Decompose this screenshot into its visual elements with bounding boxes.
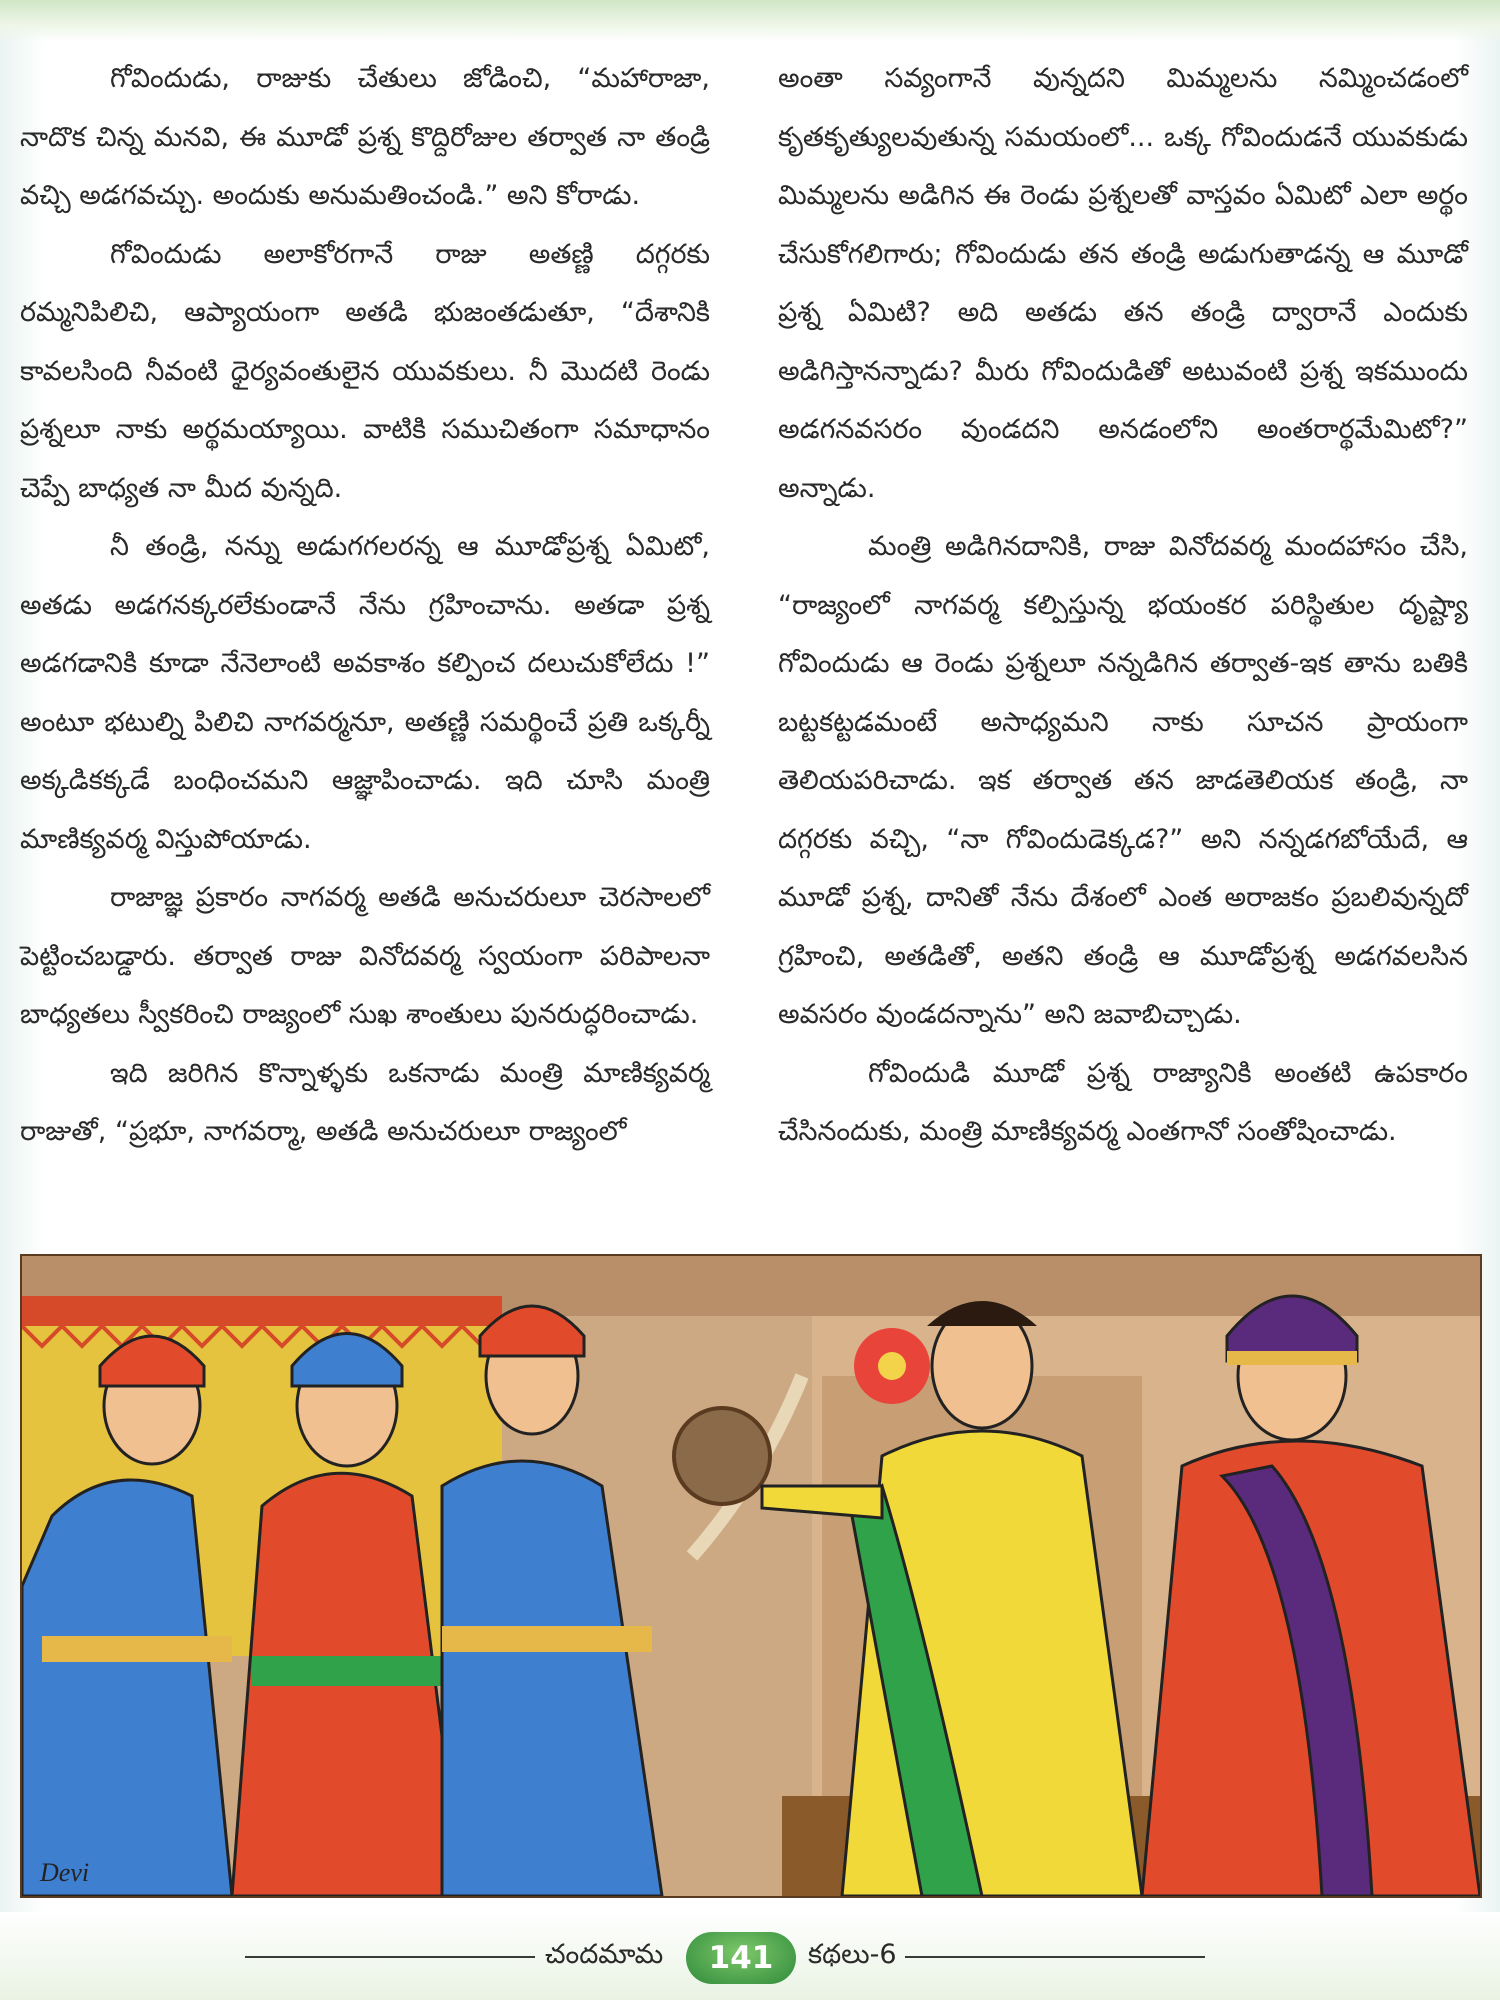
footer-rule-left	[245, 1956, 535, 1958]
paragraph: గోవిందుడు, రాజుకు చేతులు జోడించి, “మహారాజా, నాదొక చిన్న మనవి, ఈ మూడో ప్రశ్న కొద్దిరోజుల తర్వాత నా తండ్రి వచ్చి అడగవచ్చు. అందుకు అనుమతించండి.” అని కోరాడు.	[20, 63, 710, 211]
right-text-column	[778, 50, 1468, 1162]
shield-icon	[674, 1408, 770, 1504]
paragraph: మంత్రి అడిగినదానికి, రాజు వినోదవర్మ మందహాసం చేసి, “రాజ్యంలో నాగవర్మ కల్పిస్తున్న భయంకర పరిస్థితుల దృష్ట్యా గోవిందుడు ఆ రెండు ప్రశ్నలూ నన్నడిగిన తర్వాత-ఇక తాను బతికి బట్టకట్టడమంటే అసాధ్యమని నాకు సూచన ప్రాయంగా తెలియపరిచాడు. ఇక తర్వాత తన జాడతెలియక తండ్రి, నా దగ్గరకు వచ్చి, “నా గోవిందుడెక్కడ?” అని నన్నడగబోయేదే, ఆ మూడో ప్రశ్న, దానితో నేను దేశంలో ఎంత అరాజకం ప్రబలివున్నదో గ్రహించి, అతడితో, అతని తండ్రి ఆ మూడోప్రశ్న అడగవలసిన అవసరం వుండదన్నాను” అని జవాబిచ్చాడు.	[778, 531, 1468, 1030]
left-text-column	[20, 50, 710, 1162]
page-number-badge: 141	[686, 1932, 796, 1984]
section-name: కథలు-6	[808, 1939, 897, 1970]
magazine-name: చందమామ	[545, 1939, 664, 1970]
paragraph: నీ తండ్రి, నన్ను అడుగగలరన్న ఆ మూడోప్రశ్న ఏమిటో, అతడు అడగనక్కరలేకుండానే నేను గ్రహించాను. అతడా ప్రశ్న అడగడానికి కూడా నేనెలాంటి అవకాశం కల్పించ దలుచుకోలేదు !” అంటూ భటుల్ని పిలిచి నాగవర్మనూ, అతణ్ణి సమర్థించే ప్రతి ఒక్కర్నీ అక్కడికక్కడే బంధించమని ఆజ్ఞాపించాడు. ఇది చూసి మంత్రి మాణిక్యవర్మ విస్తుపోయాడు.	[20, 531, 710, 855]
paragraph: అంతా సవ్యంగానే వున్నదని మిమ్మలను నమ్మించడంలో కృతకృత్యులవుతున్న సమయంలో... ఒక్క గోవిందుడనే యువకుడు మిమ్మలను అడిగిన ఈ రెండు ప్రశ్నలతో వాస్తవం ఏమిటో ఎలా అర్థం చేసుకోగలిగారు; గోవిందుడు తన తండ్రి అడుగుతాడన్న ఆ మూడో ప్రశ్న ఏమిటి? అది అతడు తన తండ్రి ద్వారానే ఎందుకు అడిగిస్తానన్నాడు? మీరు గోవిందుడితో అటువంటి ప్రశ్న ఇకముందు అడగనవసరం వుండదని అనడంలోని అంతరార్థమేమిటో?” అన్నాడు.	[778, 63, 1468, 504]
illustration-scene	[22, 1256, 1480, 1896]
top-decorative-band	[0, 0, 1500, 42]
footer-rule-right	[905, 1956, 1205, 1958]
paragraph: గోవిందుడి మూడో ప్రశ్న రాజ్యానికి అంతటి ఉపకారం చేసినందుకు, మంత్రి మాణిక్యవర్మ ఎంతగానో సంతోషించాడు.	[778, 1057, 1468, 1147]
page-footer	[0, 1912, 1500, 2000]
artist-signature: Devi	[40, 1858, 90, 1887]
paragraph: గోవిందుడు అలాకోరగానే రాజు అతణ్ణి దగ్గరకు రమ్మనిపిలిచి, ఆప్యాయంగా అతడి భుజంతడుతూ, “దేశానికి కావలసింది నీవంటి ధైర్యవంతులైన యువకులు. నీ మొదటి రెండు ప్రశ్నలూ నాకు అర్థమయ్యాయి. వాటికి సముచితంగా సమాధానం చెప్పే బాధ్యత నా మీద వున్నది.	[20, 238, 710, 504]
paragraph: ఇది జరిగిన కొన్నాళ్ళకు ఒకనాడు మంత్రి మాణిక్యవర్మ రాజుతో, “ప్రభూ, నాగవర్మా, అతడి అనుచరులూ రాజ్యంలో	[20, 1057, 710, 1147]
paragraph: రాజాజ్ఞ ప్రకారం నాగవర్మ అతడి అనుచరులూ చెరసాలలో పెట్టించబడ్డారు. తర్వాత రాజు వినోదవర్మ స్వయంగా పరిపాలనా బాధ్యతలు స్వీకరించి రాజ్యంలో సుఖ శాంతులు పునరుద్ధరించాడు.	[20, 882, 710, 1030]
story-illustration	[20, 1254, 1482, 1898]
